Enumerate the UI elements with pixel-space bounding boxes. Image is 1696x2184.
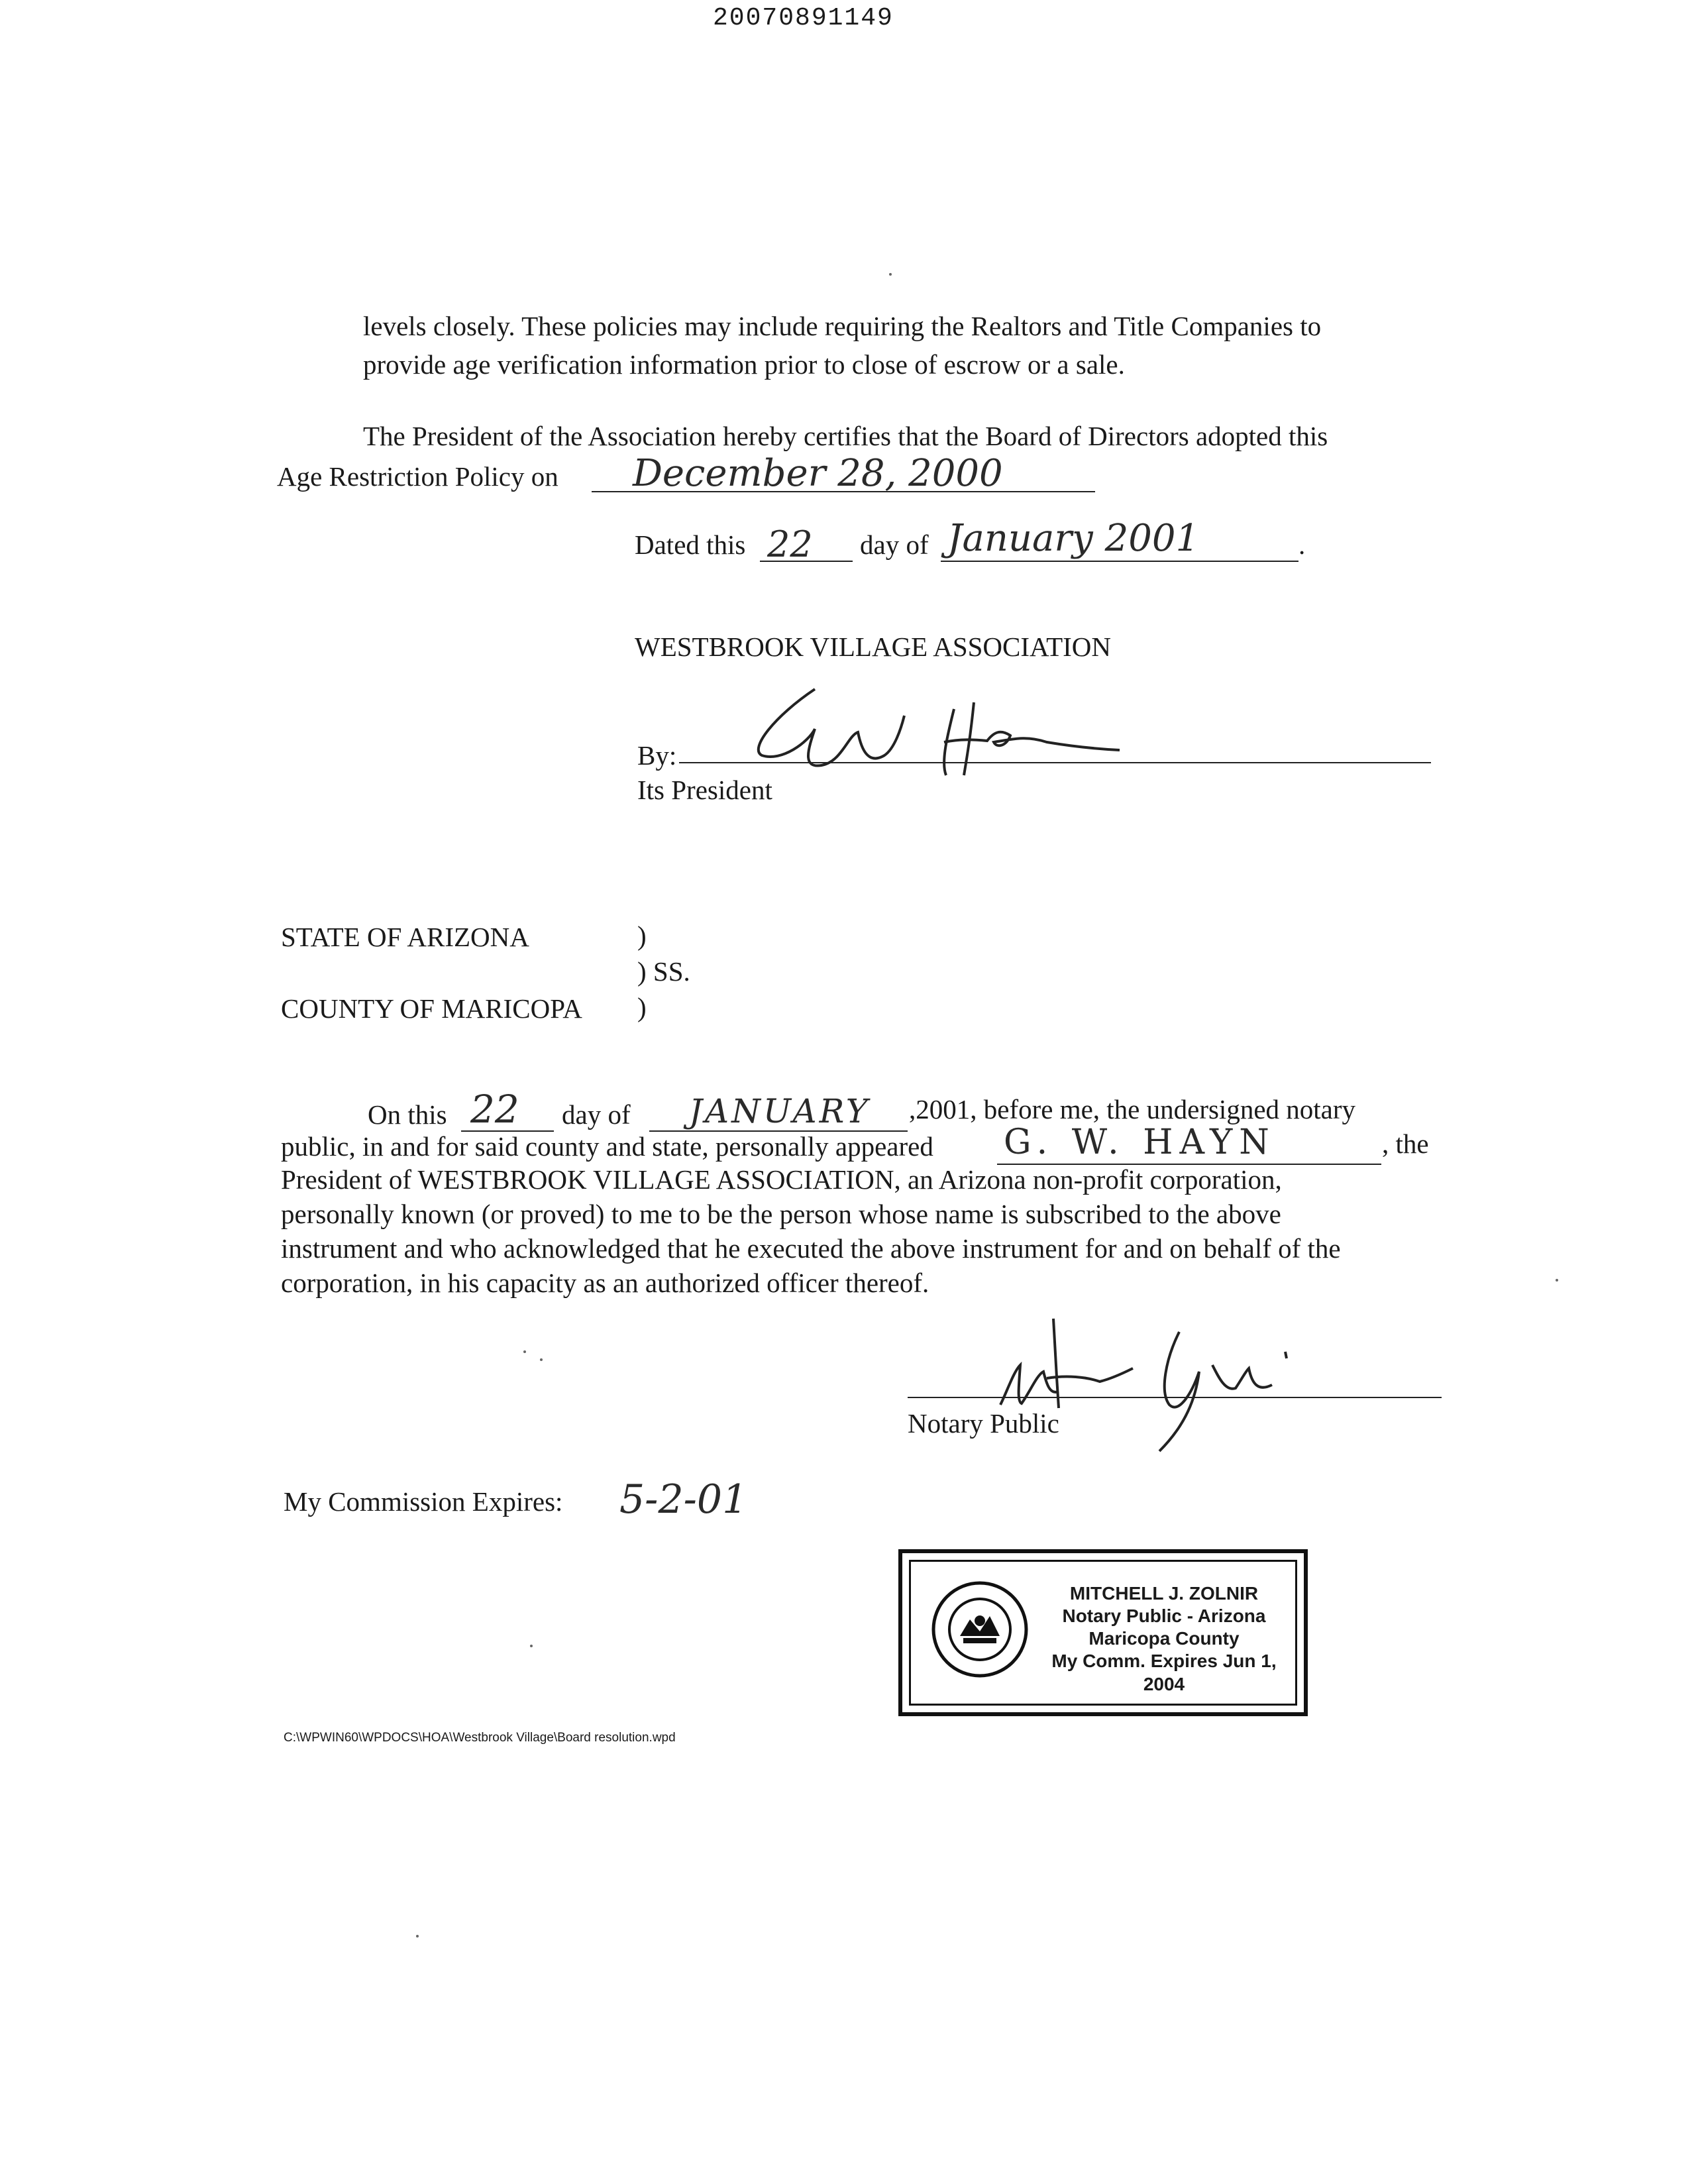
- stamp-county: Maricopa County: [1088, 1628, 1240, 1649]
- ack-line2-prefix: public, in and for said county and state, personally appeared: [281, 1131, 933, 1162]
- ack-line4: personally known (or proved) to me to be the person whose name is subscribed to the above: [281, 1199, 1281, 1229]
- ack-day-handwritten: 22: [470, 1087, 519, 1132]
- policy-paragraph-line1: levels closely. These policies may include requiring the Realtors and Title Companies to: [363, 311, 1322, 341]
- arizona-seal-icon: [930, 1580, 1030, 1679]
- venue-paren-3: ): [637, 992, 647, 1022]
- policy-paragraph-line2: provide age verification information prior to close of escrow or a sale.: [363, 349, 1125, 380]
- stamp-expiry: My Comm. Expires Jun 1, 2004: [1051, 1651, 1277, 1694]
- certify-line1: The President of the Association hereby certifies that the Board of Directors adopted this: [363, 421, 1328, 451]
- scan-speck: [889, 273, 892, 276]
- stamp-name: MITCHELL J. ZOLNIR: [1069, 1583, 1259, 1604]
- notary-public-label: Notary Public: [908, 1408, 1059, 1439]
- president-signature: [735, 676, 1133, 789]
- association-name: WESTBROOK VILLAGE ASSOCIATION: [635, 631, 1112, 662]
- ack-line6: corporation, in his capacity as an authorized officer thereof.: [281, 1268, 929, 1298]
- venue-ss: ) SS.: [637, 956, 690, 987]
- notary-stamp: [898, 1549, 1308, 1716]
- ack-day-of: day of: [562, 1099, 631, 1130]
- scan-speck: [416, 1935, 419, 1938]
- scan-speck: [523, 1350, 526, 1353]
- scan-speck: [530, 1645, 533, 1647]
- ack-name-handwritten: G. W. HAYN: [1004, 1122, 1276, 1162]
- dated-label: Dated this: [635, 529, 746, 560]
- stamp-title: Notary Public - Arizona: [1062, 1606, 1266, 1627]
- scan-speck: [1556, 1279, 1558, 1282]
- state-label: STATE OF ARIZONA: [281, 922, 529, 952]
- file-path-footer: C:\WPWIN60\WPDOCS\HOA\Westbrook Village\Board resolution.wpd: [284, 1731, 676, 1745]
- dated-month-line: [941, 561, 1298, 562]
- dated-period: .: [1298, 529, 1306, 560]
- ack-month-handwritten: JANUARY: [689, 1092, 871, 1130]
- ack-line2-suffix: , the: [1382, 1128, 1429, 1159]
- dated-day-handwritten: 22: [767, 523, 813, 565]
- county-label: COUNTY OF MARICOPA: [281, 993, 582, 1024]
- document-number: 20070891149: [713, 4, 894, 32]
- commission-label: My Commission Expires:: [284, 1486, 563, 1517]
- ack-line1-suffix: ,2001, before me, the undersigned notary: [909, 1094, 1356, 1124]
- ack-line3: President of WESTBROOK VILLAGE ASSOCIATION, an Arizona non-profit corporation,: [281, 1164, 1282, 1195]
- its-president-label: Its President: [637, 775, 772, 805]
- by-label: By:: [637, 740, 677, 771]
- ack-on-this: On this: [368, 1099, 447, 1130]
- commission-date-handwritten: 5-2-01: [619, 1476, 748, 1523]
- ack-line5: instrument and who acknowledged that he executed the above instrument for and on behalf of the: [281, 1233, 1341, 1264]
- dated-day-of: day of: [860, 529, 929, 560]
- scan-speck: [540, 1358, 543, 1361]
- dated-month-handwritten: January 2001: [947, 517, 1200, 560]
- venue-paren-1: ): [637, 920, 647, 951]
- certify-line2-label: Age Restriction Policy on: [277, 461, 558, 492]
- adopted-date-handwritten: December 28, 2000: [633, 452, 1003, 495]
